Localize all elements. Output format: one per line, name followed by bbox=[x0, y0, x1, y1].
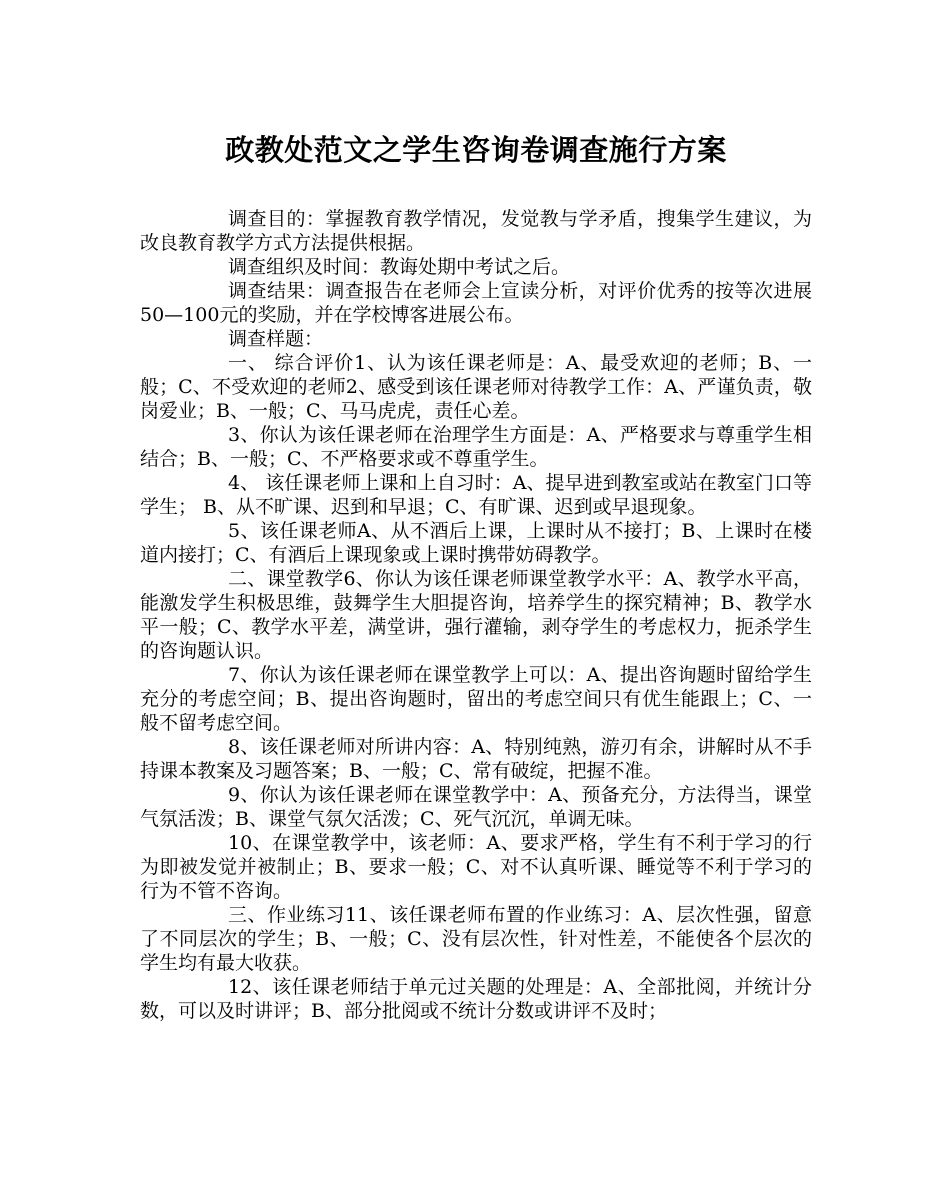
paragraph: 7、你认为该任课老师在课堂教学上可以：A、提出咨询题时留给学生充分的考虑空间；B、提出咨询题时，留出的考虑空间只有优生能跟上；C、一般不留考虑空间。 bbox=[140, 664, 812, 734]
paragraph: 12、该任课老师结于单元过关题的处理是：A、全部批阅，并统计分数，可以及时讲评；B、部分批阅或不统计分数或讲评不及时； bbox=[140, 976, 812, 1022]
document-body bbox=[140, 207, 812, 1023]
paragraph: 调查组织及时间：教诲处期中考试之后。 bbox=[228, 256, 571, 278]
paragraph: 9、你认为该任课老师在课堂教学中：A、预备充分，方法得当，课堂气氛活泼；B、课堂气氛欠活泼；C、死气沉沉，单调无味。 bbox=[140, 784, 812, 830]
paragraph: 10、在课堂教学中，该老师：A、要求严格，学生有不利于学习的行为即被发觉并被制止；B、要求一般；C、对不认真听课、睡觉等不利于学习的行为不管不咨询。 bbox=[140, 832, 812, 902]
paragraph: 5、该任课老师A、从不酒后上课，上课时从不接打；B、上课时在楼道内接打；C、有酒后上课现象或上课时携带妨碍教学。 bbox=[140, 520, 812, 566]
paragraph: 4、 该任课老师上课和上自习时：A、提早进到教室或站在教室门口等学生； B、从不旷课、迟到和早退；C、有旷课、迟到或早退现象。 bbox=[140, 472, 812, 518]
paragraph: 3、你认为该任课老师在治理学生方面是：A、严格要求与尊重学生相结合；B、一般；C、不严格要求或不尊重学生。 bbox=[140, 424, 812, 470]
document-title: 政教处范文之学生咨询卷调查施行方案 bbox=[225, 133, 727, 167]
paragraph: 三、作业练习11、该任课老师布置的作业练习：A、层次性强，留意了不同层次的学生；B、一般；C、没有层次性，针对性差，不能使各个层次的学生均有最大收获。 bbox=[140, 904, 812, 974]
paragraph: 一、 综合评价1、认为该任课老师是：A、最受欢迎的老师；B、一般；C、不受欢迎的老师2、感受到该任课老师对待教学工作：A、严谨负责，敬岗爱业；B、一般；C、马马虎虎，责任心差。 bbox=[140, 352, 812, 422]
paragraph: 调查结果：调查报告在老师会上宣读分析，对评价优秀的按等次进展50—100元的奖励，并在学校博客进展公布。 bbox=[140, 280, 812, 326]
paragraph: 调查样题： bbox=[228, 328, 324, 350]
paragraph: 二、课堂教学6、你认为该任课老师课堂教学水平：A、教学水平高，能激发学生积极思维，鼓舞学生大胆提咨询，培养学生的探究精神；B、教学水平一般；C、教学水平差，满堂讲，强行灌输，剥夺学生的考虑权力，扼杀学生的咨询题认识。 bbox=[140, 568, 812, 662]
paragraph: 8、该任课老师对所讲内容：A、特别纯熟，游刃有余，讲解时从不手持课本教案及习题答案；B、一般；C、常有破绽，把握不准。 bbox=[140, 736, 812, 782]
paragraph: 调查目的：掌握教育教学情况，发觉教与学矛盾，搜集学生建议，为改良教育教学方式方法提供根据。 bbox=[140, 208, 812, 254]
